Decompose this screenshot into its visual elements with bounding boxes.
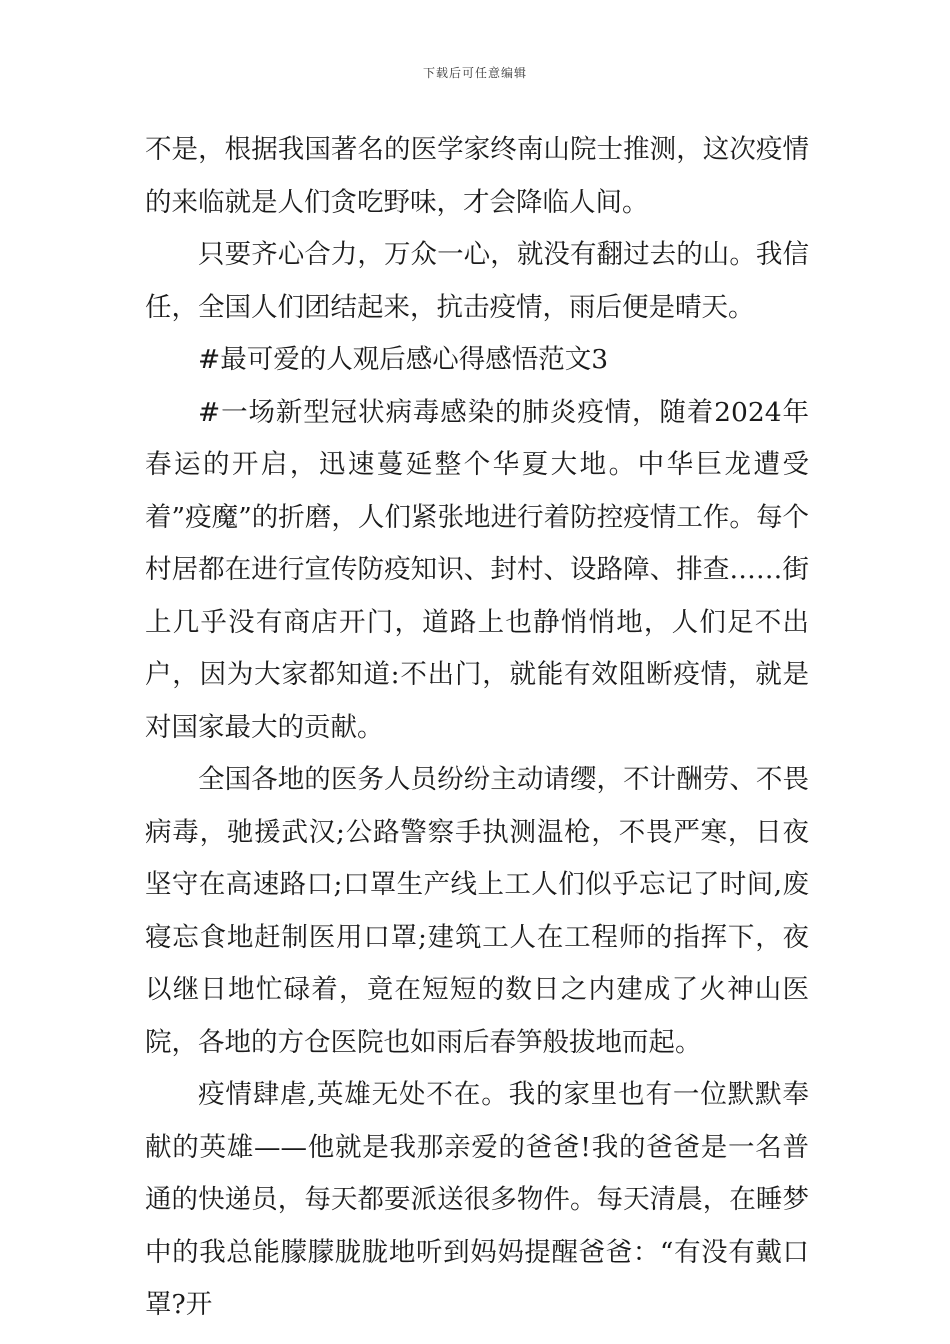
- paragraph-2: 只要齐心合力，万众一心，就没有翻过去的山。我信任，全国人们团结起来，抗击疫情，雨后便是晴天。: [145, 239, 809, 323]
- section-heading: #最可爱的人观后感心得感悟范文3: [198, 344, 609, 375]
- paragraph-3: #一场新型冠状病毒感染的肺炎疫情，随着2024年春运的开启，迅速蔓延整个华夏大地。中华巨龙遭受着”疫魔”的折磨，人们紧张地进行着防控疫情工作。每个村居都在进行宣传防疫知识、封村、设路障、排查……街上几乎没有商店开门，道路上也静悄悄地，人们足不出户，因为大家都知道:不出门，就能有效阻断疫情，就是对国家最大的贡献。: [145, 396, 809, 743]
- document-body: [145, 124, 809, 1332]
- page-header: 下载后可任意编辑: [422, 66, 527, 80]
- paragraph-4: 全国各地的医务人员纷纷主动请缨，不计酬劳、不畏病毒，驰援武汉;公路警察手执测温枪，不畏严寒，日夜坚守在高速路口;口罩生产线上工人们似乎忘记了时间,废寝忘食地赶制医用口罩;建筑工人在工程师的指挥下，夜以继日地忙碌着，竟在短短的数日之内建成了火神山医院，各地的方仓医院也如雨后春笋般拔地而起。: [145, 764, 809, 1058]
- paragraph-1: 不是，根据我国著名的医学家终南山院士推测，这次疫情的来临就是人们贪吃野味，才会降临人间。: [145, 134, 809, 218]
- paragraph-5: 疫情肆虐,英雄无处不在。我的家里也有一位默默奉献的英雄——他就是我那亲爱的爸爸!我的爸爸是一名普通的快递员，每天都要派送很多物件。每天清晨，在睡梦中的我总能朦朦胧胧地听到妈妈提醒爸爸：“有没有戴口罩?开: [145, 1079, 809, 1320]
